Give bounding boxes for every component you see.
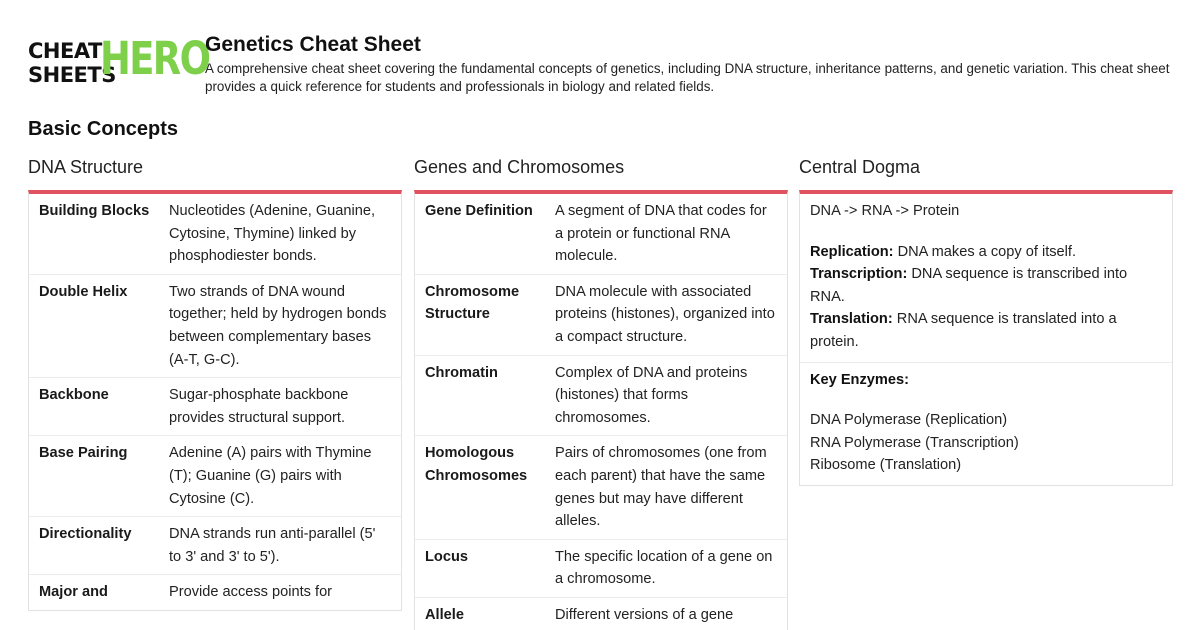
replication-text: DNA makes a copy of itself. bbox=[893, 243, 1077, 260]
table-row bbox=[415, 356, 787, 437]
row-definition: DNA molecule with associated proteins (histones), organized into a compact structure. bbox=[555, 283, 775, 345]
row-term: Building Blocks bbox=[39, 203, 150, 219]
row-term: Directionality bbox=[39, 526, 132, 543]
row-term: Homologous Chromosomes bbox=[425, 445, 528, 484]
dogma-flow: DNA -> RNA -> Protein bbox=[810, 203, 960, 219]
replication-line bbox=[810, 241, 1162, 264]
key-enzymes-label: Key Enzymes: bbox=[810, 371, 909, 388]
table-row bbox=[415, 194, 787, 275]
logo-text-cheat: CHEAT bbox=[28, 39, 102, 63]
key-enzymes-block bbox=[800, 363, 1172, 485]
replication-label: Replication: bbox=[810, 243, 894, 260]
row-term: Major and bbox=[39, 584, 108, 601]
list-item: DNA Polymerase (Replication) bbox=[810, 412, 1008, 429]
column-heading: Central Dogma bbox=[799, 157, 921, 177]
row-definition: Two strands of DNA wound together; held by hydrogen bonds between complementary bases (A-T, G-C). bbox=[169, 283, 387, 368]
central-dogma-column bbox=[799, 157, 1173, 486]
row-definition: Sugar-phosphate backbone provides structural support. bbox=[169, 387, 349, 426]
logo-text-sheets: SHEETS bbox=[28, 63, 116, 87]
row-term: Chromatin bbox=[425, 364, 498, 381]
transcription-text: DNA sequence is transcribed into RNA. bbox=[810, 266, 1128, 305]
transcription-line bbox=[810, 263, 1162, 308]
translation-text: RNA sequence is translated into a protein. bbox=[810, 311, 1117, 350]
table-row bbox=[29, 194, 401, 275]
row-term: Base Pairing bbox=[39, 445, 128, 462]
row-term: Backbone bbox=[39, 387, 109, 404]
dna-structure-card bbox=[28, 190, 402, 611]
genes-chromosomes-card bbox=[414, 190, 788, 630]
row-term: Gene Definition bbox=[425, 203, 533, 219]
column-heading: DNA Structure bbox=[28, 157, 144, 177]
logo-text-hero: HERO bbox=[100, 32, 210, 85]
page-description: A comprehensive cheat sheet covering the fundamental concepts of genetics, including DNA structure, inheritance patterns, and genetic variation. This cheat sheet provides a quick reference for students and professionals in biology and related fields. bbox=[205, 61, 1170, 94]
row-definition: Complex of DNA and proteins (histones) that forms chromosomes. bbox=[555, 364, 748, 426]
row-definition: The specific location of a gene on a chromosome. bbox=[555, 548, 773, 588]
table-row bbox=[415, 598, 787, 630]
translation-label: Translation: bbox=[810, 311, 893, 328]
page-title: Genetics Cheat Sheet bbox=[205, 33, 421, 56]
row-definition: Adenine (A) pairs with Thymine (T); Guanine (G) pairs with Cytosine (C). bbox=[169, 445, 372, 507]
table-row bbox=[29, 275, 401, 378]
table-row bbox=[29, 436, 401, 517]
transcription-label: Transcription: bbox=[810, 266, 908, 283]
row-term: Allele bbox=[425, 606, 464, 623]
cheatsheets-hero-logo[interactable] bbox=[28, 32, 210, 88]
table-row bbox=[415, 275, 787, 356]
table-row bbox=[415, 436, 787, 539]
list-item: RNA Polymerase (Transcription) bbox=[810, 434, 1019, 451]
genes-chromosomes-column bbox=[414, 157, 788, 630]
row-definition: Pairs of chromosomes (one from each parent) that have the same genes but may have different alleles. bbox=[555, 445, 767, 530]
column-heading: Genes and Chromosomes bbox=[414, 157, 625, 177]
row-definition: Provide access points for bbox=[169, 584, 333, 601]
row-definition: DNA strands run anti-parallel (5' to 3' and 3' to 5'). bbox=[169, 526, 376, 565]
row-definition: Nucleotides (Adenine, Guanine, Cytosine, Thymine) linked by phosphodiester bonds. bbox=[169, 203, 376, 265]
central-dogma-card bbox=[799, 190, 1173, 486]
row-definition: Different versions of a gene bbox=[555, 606, 734, 623]
table-row bbox=[29, 378, 401, 436]
translation-line bbox=[810, 308, 1162, 353]
dna-structure-column bbox=[28, 157, 402, 611]
row-term: Chromosome Structure bbox=[425, 283, 520, 323]
table-row bbox=[29, 575, 401, 610]
section-title: Basic Concepts bbox=[28, 118, 179, 140]
row-definition: A segment of DNA that codes for a protein or functional RNA molecule. bbox=[555, 203, 767, 265]
table-row bbox=[415, 540, 787, 598]
row-term: Double Helix bbox=[39, 283, 128, 300]
dogma-summary-block bbox=[800, 194, 1172, 363]
row-term: Locus bbox=[425, 548, 468, 565]
table-row bbox=[29, 517, 401, 575]
list-item: Ribosome (Translation) bbox=[810, 457, 962, 474]
